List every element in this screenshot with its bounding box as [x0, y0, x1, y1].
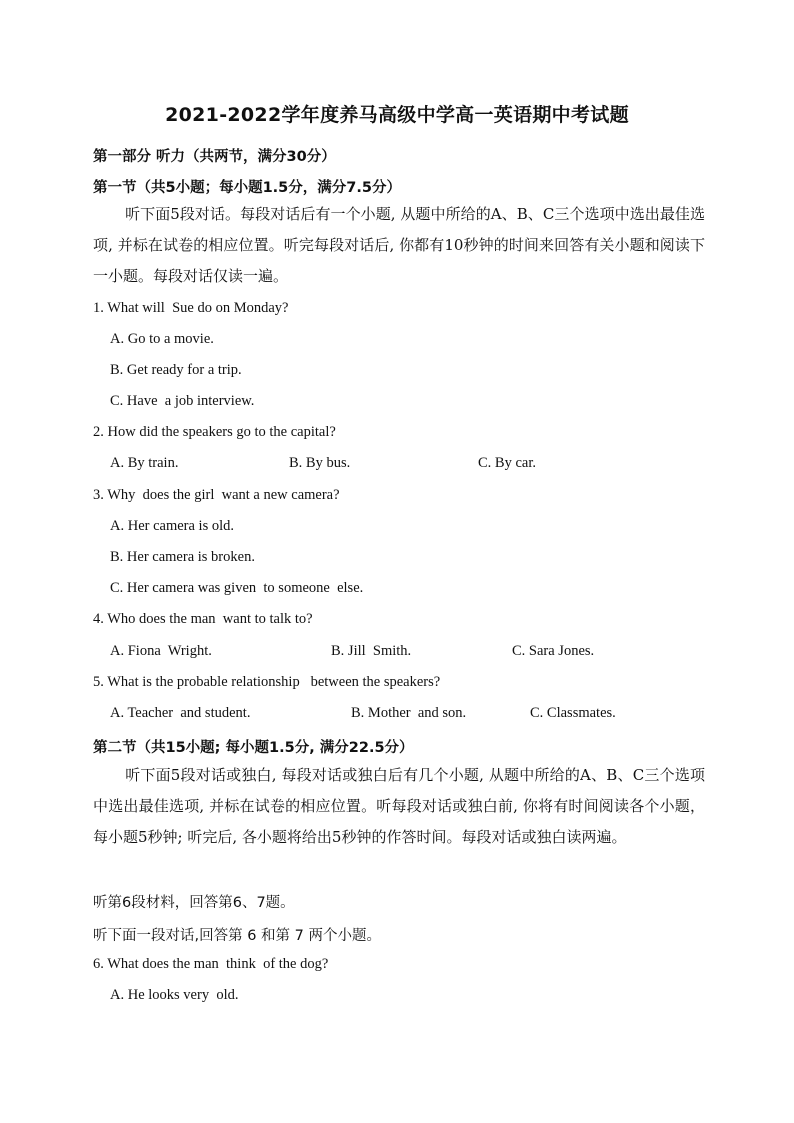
question-1-option-c: C. Have a job interview. [110, 393, 255, 409]
question-3: 3. Why does the girl want a new camera? [93, 487, 340, 503]
question-2-option-b: B. By bus. [289, 455, 351, 471]
exam-title: 2021-2022学年度养马高级中学高一英语期中考试题 [165, 104, 629, 126]
question-1: 1. What will Sue do on Monday? [93, 300, 289, 316]
question-3-option-c: C. Her camera was given to someone else. [110, 580, 364, 596]
section2-instructions [93, 760, 705, 853]
question-2: 2. How did the speakers go to the capital? [93, 424, 336, 440]
question-4-option-a: A. Fiona Wright. [110, 643, 212, 659]
section2-note-1: 听第6段材料，回答第6、7题。 [93, 895, 295, 911]
question-6-option-a: A. He looks very old. [110, 987, 239, 1003]
question-5-option-a: A. Teacher and student. [110, 705, 251, 721]
question-3-option-a: A. Her camera is old. [110, 518, 235, 534]
question-5-option-b: B. Mother and son. [351, 705, 467, 721]
question-5: 5. What is the probable relationship between the speakers? [93, 674, 441, 690]
section1-instructions-text: 听下面5段对话。每段对话后有一个小题, 从题中所给的A、B、C三个选项中选出最佳选项, 并标在试卷的相应位置。听完每段对话后, 你都有10秒钟的时间来回答有关小题和阅读下一小题。每段对话仅读一遍。 [93, 205, 705, 285]
question-6: 6. What does the man think of the dog? [93, 956, 329, 972]
section2-instructions-text: 听下面5段对话或独白, 每段对话或独白后有几个小题, 从题中所给的A、B、C三个选项中选出最佳选项, 并标在试卷的相应位置。听每段对话或独白前, 你将有时间阅读各个小题，每小题5秒钟; 听完后, 各小题将给出5秒钟的作答时间。每段对话或独白读两遍。 [93, 766, 705, 846]
question-4-option-c: C. Sara Jones. [512, 643, 595, 659]
section2-note-2: 听下面一段对话,回答第 6 和第 7 两个小题。 [93, 928, 381, 944]
question-4: 4. Who does the man want to talk to? [93, 611, 313, 627]
section1-heading: 第一节（共5小题；每小题1.5分，满分7.5分） [93, 180, 401, 196]
question-1-option-b: B. Get ready for a trip. [110, 362, 242, 378]
question-5-option-c: C. Classmates. [530, 705, 616, 721]
section2-heading: 第二节（共15小题; 每小题1.5分, 满分22.5分） [93, 740, 414, 756]
part1-heading: 第一部分 听力（共两节，满分30分） [93, 149, 336, 165]
section1-instructions [93, 199, 705, 292]
question-2-option-c: C. By car. [478, 455, 536, 471]
question-3-option-b: B. Her camera is broken. [110, 549, 255, 565]
question-2-option-a: A. By train. [110, 455, 179, 471]
question-4-option-b: B. Jill Smith. [331, 643, 412, 659]
question-1-option-a: A. Go to a movie. [110, 331, 214, 347]
